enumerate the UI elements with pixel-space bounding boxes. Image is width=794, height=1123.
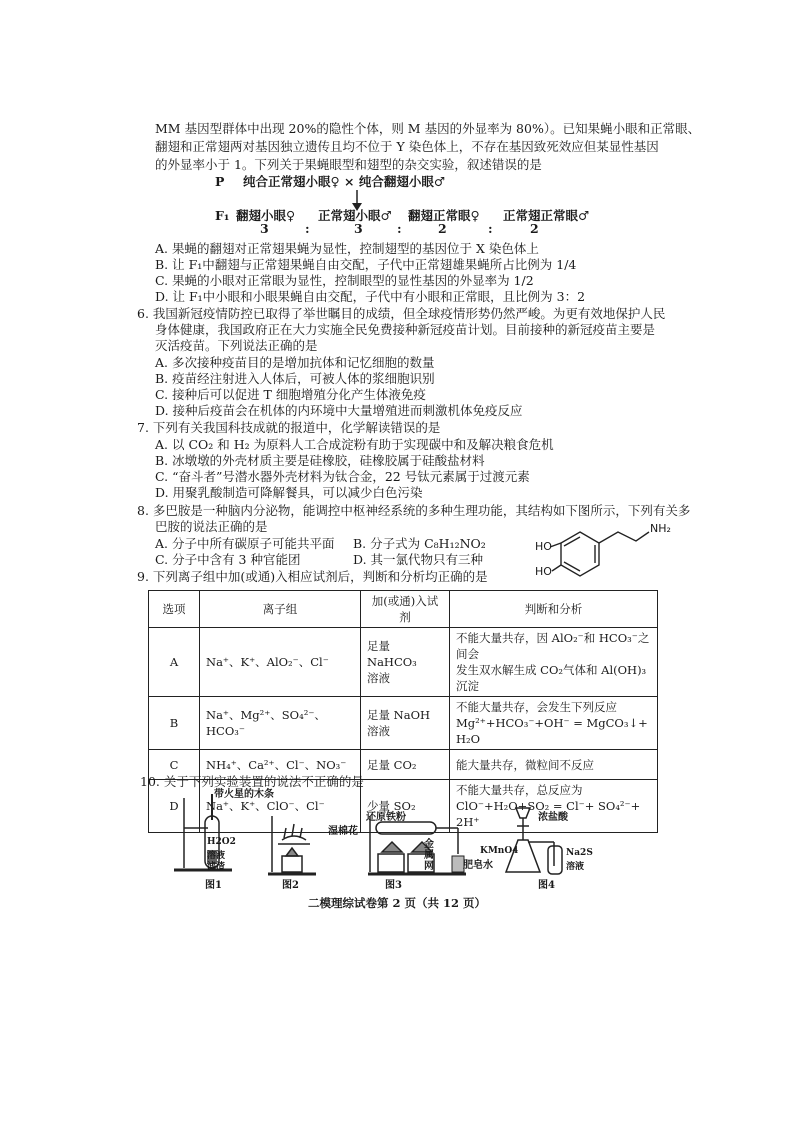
q5-line-2: 翻翅和正常翅两对基因独立遗传且均不位于 Y 染色体上，不存在基因致死效应但某显性基因 [155, 139, 659, 154]
cross-p-label: P [215, 174, 225, 189]
ratio-sep-1: : [305, 221, 310, 236]
f1-offspring-1: 翻翅小眼♀ [236, 208, 296, 223]
q10-stem: 10. 关于下列实验装置的说法不正确的是 [140, 774, 364, 789]
q6-line-2: 身体健康，我国政府正在大力实施全民免费接种新冠疫苗计划。目前接种的新冠疫苗主要是 [155, 322, 656, 337]
row-option: C [149, 750, 200, 780]
ratio-sep-2: : [397, 221, 402, 236]
figure-1-caption: 图1 [205, 880, 222, 891]
ratio-4: 2 [530, 221, 539, 236]
q8-option-c: C. 分子中含有 3 种官能团 [155, 552, 301, 567]
f1-offspring-3: 翻翅正常眼♀ [408, 208, 480, 223]
label-soap-water: 肥皂水 [463, 860, 493, 871]
q7-option-b: B. 冰墩墩的外壳材质主要是硅橡胶，硅橡胶属于硅酸盐材料 [155, 453, 485, 468]
row-reagent [361, 750, 450, 780]
q7-option-a: A. 以 CO₂ 和 H₂ 为原料人工合成淀粉有助于实现碳中和及解决粮食危机 [155, 437, 554, 452]
label-residue: 滤渣 [207, 862, 226, 872]
q5-option-b: B. 让 F₁中翻翅与正常翅果蝇自由交配，子代中正常翅雄果蝇所占比例为 1/4 [155, 257, 577, 272]
label-kmno4: KMnO4 [480, 846, 519, 856]
label-metal-mesh-3: 网 [424, 861, 434, 872]
figure-2-caption: 图2 [282, 880, 299, 891]
q5-option-d: D. 让 F₁中小眼和小眼果蝇自由交配，子代中有小眼和正常眼，且比例为 3：2 [155, 289, 586, 304]
row-option: B [149, 697, 200, 750]
label-wet-cotton: 湿棉花 [328, 826, 358, 837]
q6-option-c: C. 接种后可以促进 T 细胞增殖分化产生体液免疫 [155, 387, 426, 402]
analysis-line: Mg²⁺+HCO₃⁻+OH⁻ = MgCO₃↓+ H₂O [456, 716, 648, 746]
q5-line-3: 的外显率小于 1。下列关于果蝇眼型和翅型的杂交实验，叙述错误的是 [155, 157, 542, 172]
reagent-line: 溶液 [367, 724, 390, 738]
label-solution: 溶液 [207, 851, 226, 861]
dopamine-nh2-label: NH₂ [650, 522, 671, 535]
q8-option-a: A. 分子中所有碳原子可能共平面 [155, 536, 335, 551]
dopamine-ho-bottom-label: HO [535, 565, 552, 578]
table-header-row [149, 591, 658, 628]
label-metal-mesh-2: 属 [424, 850, 434, 861]
reagent-line: 足量 CO₂ [367, 757, 417, 772]
ratio-1: 3 [260, 221, 269, 236]
q6-option-b: B. 疫苗经注射进入人体后，可被人体的浆细胞识别 [155, 371, 435, 386]
analysis-line: 不能大量共存，总反应为 [456, 783, 583, 797]
label-na2s: Na2S [566, 848, 593, 858]
figure-2-apparatus [268, 812, 318, 876]
row-option: D [149, 780, 200, 833]
q5-line-1: MM 基因型群体中出现 20%的隐性个体，则 M 基因的外显率为 80%）。已知果蝇小眼和正常眼、 [155, 121, 701, 136]
q8-option-b: B. 分子式为 C₈H₁₂NO₂ [353, 536, 486, 551]
label-iron-powder: 还原铁粉 [366, 812, 406, 823]
header-option: 选项 [149, 591, 200, 628]
row-ions: Na⁺、Mg²⁺、SO₄²⁻、HCO₃⁻ [200, 697, 361, 750]
label-na2s-solution: 溶液 [566, 862, 585, 872]
q5-option-c: C. 果蝇的小眼对正常眼为显性，控制眼型的显性基因的外显率为 1/2 [155, 273, 534, 288]
reagent-line: 溶液 [367, 671, 390, 685]
q7-option-d: D. 用聚乳酸制造可降解餐具，可以减少白色污染 [155, 485, 423, 500]
page-footer: 二模理综试卷第 2 页（共 12 页） [307, 896, 487, 910]
q8-line-1: 8. 多巴胺是一种脑内分泌物，能调控中枢神经系统的多种生理功能，其结构如下图所示，下列有关多 [137, 503, 691, 518]
dopamine-ho-top-label: HO [535, 540, 552, 553]
table-row [149, 628, 658, 697]
ratio-2: 3 [354, 221, 363, 236]
q6-line-1: 6. 我国新冠疫情防控已取得了举世瞩目的成绩，但全球疫情形势仍然严峻。为更有效地保护人民 [137, 306, 666, 321]
q6-line-3: 灭活疫苗。下列说法正确的是 [155, 338, 318, 353]
row-ions: Na⁺、K⁺、AlO₂⁻、Cl⁻ [200, 628, 361, 697]
ratio-sep-3: : [488, 221, 493, 236]
table-row [149, 697, 658, 750]
reagent-line: 少量 SO₂ [367, 799, 416, 813]
analysis-line: 不能大量共存，因 AlO₂⁻和 HCO₃⁻之间会 [456, 631, 650, 661]
row-analysis [450, 697, 658, 750]
row-reagent [361, 697, 450, 750]
q8-line-2: 巴胺的说法正确的是 [155, 519, 268, 534]
header-analysis: 判断和分析 [450, 591, 658, 628]
row-option: A [149, 628, 200, 697]
cross-f1-label: F₁ [215, 208, 230, 223]
label-metal-mesh-1: 金 [424, 839, 434, 850]
header-reagent: 加(或通)入试剂 [361, 591, 450, 628]
figure-3-caption: 图3 [385, 880, 402, 891]
cross-parents: 纯合正常翅小眼♀ × 纯合翻翅小眼♂ [243, 174, 446, 189]
q9-stem: 9. 下列离子组中加(或通)入相应试剂后，判断和分析均正确的是 [137, 569, 488, 584]
f1-offspring-4: 正常翅正常眼♂ [503, 208, 590, 223]
q7-option-c: C. “奋斗者”号潜水器外壳材料为钛合金，22 号钛元素属于过渡元素 [155, 469, 530, 484]
label-conc-hcl: 浓盐酸 [538, 812, 568, 823]
q6-option-a: A. 多次接种疫苗目的是增加抗体和记忆细胞的数量 [155, 355, 435, 370]
row-analysis [450, 750, 658, 780]
analysis-line: 发生双水解生成 CO₂气体和 Al(OH)₃沉淀 [456, 663, 647, 693]
row-analysis [450, 628, 658, 697]
label-splint: 带火星的木条 [214, 789, 274, 800]
label-h2o2: H2O2 [207, 837, 236, 847]
ratio-3: 2 [438, 221, 447, 236]
header-ions: 离子组 [200, 591, 361, 628]
q6-option-d: D. 接种后疫苗会在机体的内环境中大量增殖进而刺激机体免疫反应 [155, 403, 523, 418]
analysis-line: ClO⁻+H₂O+SO₂ = Cl⁻+ SO₄²⁻+ 2H⁺ [456, 799, 641, 829]
analysis-line: 不能大量共存，会发生下列反应 [456, 700, 617, 714]
row-ions: NH₄⁺、Ca²⁺、Cl⁻、NO₃⁻ [200, 750, 361, 780]
q7-stem: 7. 下列有关我国科技成就的报道中，化学解读错误的是 [137, 420, 441, 435]
figure-4-caption: 图4 [538, 880, 555, 891]
row-reagent [361, 628, 450, 697]
q5-option-a: A. 果蝇的翻翅对正常翅果蝇为显性，控制翅型的基因位于 X 染色体上 [155, 241, 539, 256]
reagent-line: 足量 NaHCO₃ [367, 639, 417, 669]
row-ions: Na⁺、K⁺、ClO⁻、Cl⁻ [200, 780, 361, 833]
q8-option-d: D. 其一氯代物只有三种 [353, 552, 484, 567]
f1-offspring-2: 正常翅小眼♂ [318, 208, 392, 223]
analysis-line: 能大量共存，微粒间不反应 [456, 757, 594, 772]
reagent-line: 足量 NaOH [367, 708, 431, 722]
